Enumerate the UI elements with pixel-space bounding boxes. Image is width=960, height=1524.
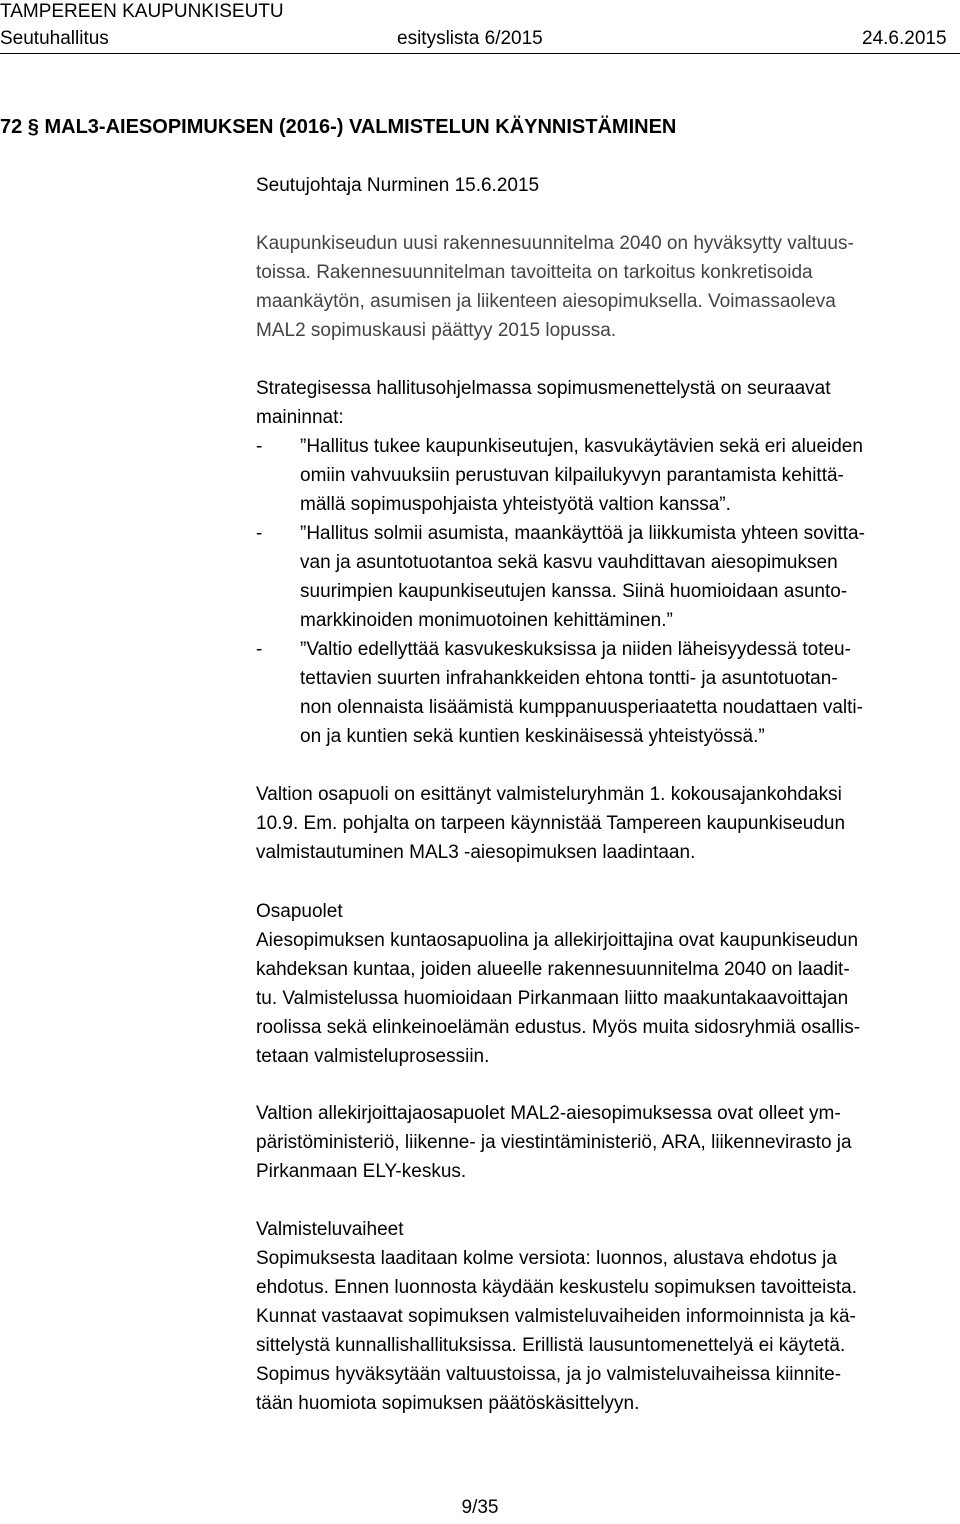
header-agenda: esityslista 6/2015 <box>397 28 543 49</box>
header-body: Seutuhallitus <box>0 28 109 49</box>
phases-heading: Valmisteluvaiheet <box>256 1219 404 1240</box>
intro-line: toissa. Rakennesuunnitelman tavoitteita on tarkoitus konkretisoida <box>256 262 813 283</box>
parties-line: roolissa sekä elinkeinoelämän edustus. Myös muita sidosryhmiä osallis- <box>256 1017 861 1038</box>
header-divider <box>0 53 960 54</box>
header-date: 24.6.2015 <box>862 28 947 49</box>
intro-line: Kaupunkiseudun uusi rakennesuunnitelma 2040 on hyväksytty valtuus- <box>256 233 854 254</box>
bullet-line: non olennaista lisäämistä kumppanuusperiaatetta noudattaen valti- <box>300 697 863 718</box>
bullet-dash: - <box>256 639 263 660</box>
phases-line: Kunnat vastaavat sopimuksen valmisteluvaiheiden informoinnista ja kä- <box>256 1306 856 1327</box>
parties-line: tetaan valmisteluprosessiin. <box>256 1046 490 1067</box>
signatories-line: päristöministeriö, liikenne- ja viestintäministeriö, ARA, liikennevirasto ja <box>256 1132 852 1153</box>
bullet-text <box>300 635 863 751</box>
signatories-line: Pirkanmaan ELY-keskus. <box>256 1161 467 1182</box>
phases-line: Sopimuksesta laaditaan kolme versiota: luonnos, alustava ehdotus ja <box>256 1248 837 1269</box>
bullet-dash: - <box>256 436 263 457</box>
bullet-line: tettavien suurten infrahankkeiden ehtona tontti- ja asuntotuotan- <box>300 668 838 689</box>
strategy-line: Strategisessa hallitusohjelmassa sopimusmenettelystä on seuraavat <box>256 378 831 399</box>
phases-line: ehdotus. Ennen luonnosta käydään keskustelu sopimuksen tavoitteista. <box>256 1277 857 1298</box>
section-title: 72 § MAL3-AIESOPIMUKSEN (2016-) VALMISTELUN KÄYNNISTÄMINEN <box>0 116 677 138</box>
phases-line: tään huomiota sopimuksen päätöskäsittelyyn. <box>256 1393 640 1414</box>
parties-section <box>256 897 956 1071</box>
bullet-line: van ja asuntotuotantoa sekä kasvu vauhdittavan aiesopimuksen <box>300 552 838 573</box>
intro-line: MAL2 sopimuskausi päättyy 2015 lopussa. <box>256 320 617 341</box>
parties-heading: Osapuolet <box>256 901 343 922</box>
phases-line: sittelystä kunnallishallituksissa. Erillistä lausuntomenettelyä ei käytetä. <box>256 1335 846 1356</box>
bullet-line: suurimpien kaupunkiseutujen kanssa. Siinä huomioidaan asunto- <box>300 581 848 602</box>
intro-line: maankäytön, asumisen ja liikenteen aiesopimuksella. Voimassaoleva <box>256 291 836 312</box>
bullet-line: omiin vahvuuksiin perustuvan kilpailukyvyn parantamista kehittä- <box>300 465 844 486</box>
state-line: Valtion osapuoli on esittänyt valmisteluryhmän 1. kokousajankohdaksi <box>256 784 842 805</box>
bullet-dash: - <box>256 523 263 544</box>
phases-line: Sopimus hyväksytään valtuustoissa, ja jo valmisteluvaiheissa kiinnite- <box>256 1364 842 1385</box>
bullet-line: ”Hallitus solmii asumista, maankäyttöä ja liikkumista yhteen sovitta- <box>300 523 865 544</box>
state-paragraph <box>256 780 956 867</box>
phases-section <box>256 1215 956 1418</box>
bullet-line: on ja kuntien sekä kuntien keskinäisessä yhteistyössä.” <box>300 726 765 747</box>
signatories-paragraph <box>256 1099 956 1186</box>
parties-line: Aiesopimuksen kuntaosapuolina ja allekirjoittajina ovat kaupunkiseudun <box>256 930 859 951</box>
bullet-text <box>300 519 865 635</box>
bullet-line: mällä sopimuspohjaista yhteistyötä valtion kanssa”. <box>300 494 731 515</box>
strategy-line: maininnat: <box>256 407 344 428</box>
state-line: 10.9. Em. pohjalta on tarpeen käynnistää Tampereen kaupunkiseudun <box>256 813 846 834</box>
strategy-intro <box>256 374 956 432</box>
header-org: TAMPEREEN KAUPUNKISEUTU <box>0 1 284 22</box>
preparer: Seutujohtaja Nurminen 15.6.2015 <box>256 175 540 196</box>
bullet-line: ”Valtio edellyttää kasvukeskuksissa ja niiden läheisyydessä toteu- <box>300 639 851 660</box>
page-number: 9/35 <box>461 1497 499 1518</box>
bullet-line: ”Hallitus tukee kaupunkiseutujen, kasvukäytävien sekä eri alueiden <box>300 436 863 457</box>
intro-paragraph <box>256 229 956 345</box>
bullet-line: markkinoiden monimuotoinen kehittäminen.” <box>300 610 673 631</box>
parties-line: kahdeksan kuntaa, joiden alueelle rakennesuunnitelma 2040 on laadit- <box>256 959 850 980</box>
parties-line: tu. Valmistelussa huomioidaan Pirkanmaan liitto maakuntakaavoittajan <box>256 988 849 1009</box>
state-line: valmistautuminen MAL3 -aiesopimuksen laadintaan. <box>256 842 696 863</box>
bullet-text <box>300 432 863 519</box>
signatories-line: Valtion allekirjoittajaosapuolet MAL2-aiesopimuksessa ovat olleet ym- <box>256 1103 841 1124</box>
